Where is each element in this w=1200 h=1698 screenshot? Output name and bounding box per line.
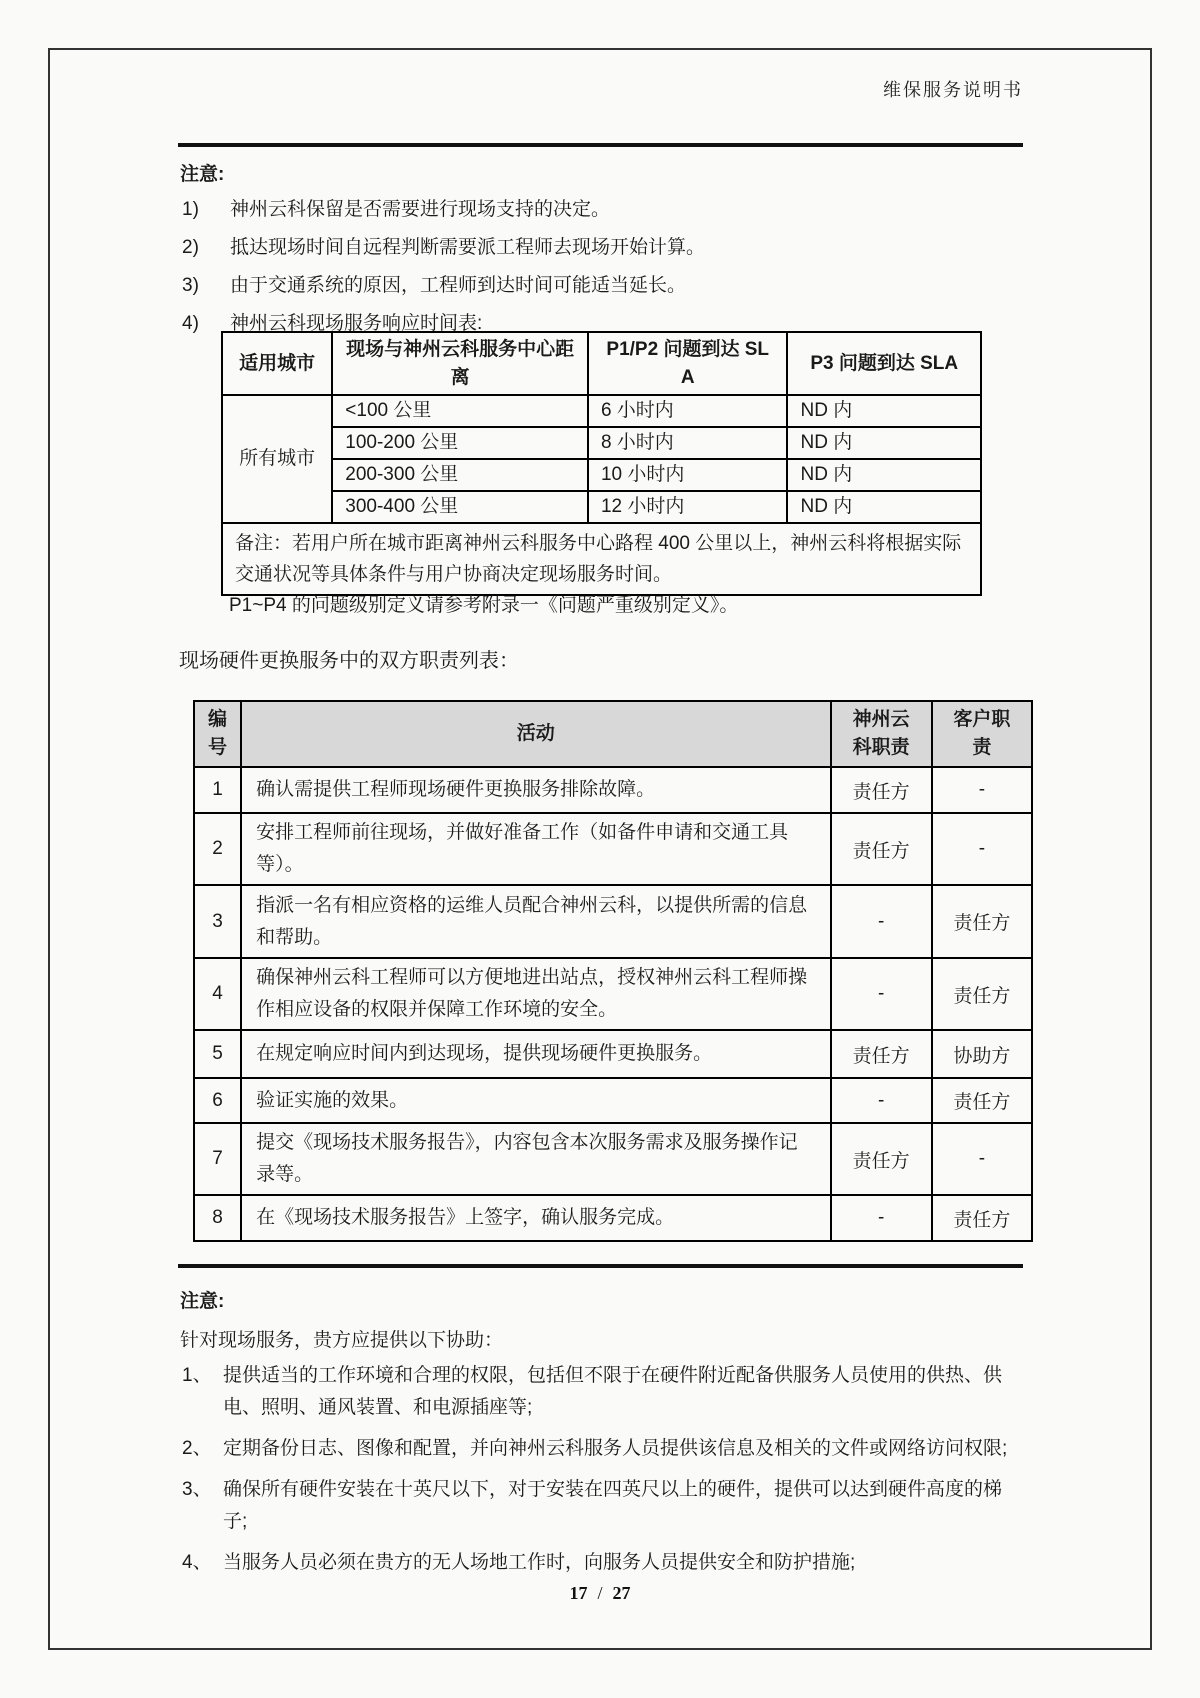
dcc-role-cell: - <box>831 885 932 958</box>
list-item-number: 3) <box>182 275 199 296</box>
activity-cell: 提交《现场技术服务报告》，内容包含本次服务需求及服务操作记录等。 <box>241 1123 830 1195</box>
responsibility-table <box>193 700 1033 1242</box>
sla-cell: ND 内 <box>787 491 981 523</box>
row-number-cell: 6 <box>194 1078 241 1123</box>
dcc-role-cell: 责任方 <box>831 767 932 813</box>
list-item <box>182 1433 1025 1465</box>
column-header: 活动 <box>241 701 830 767</box>
activity-cell: 确认需提供工程师现场硬件更换服务排除故障。 <box>241 767 830 813</box>
list-item <box>182 1360 1025 1424</box>
dcc-role-cell: 责任方 <box>831 813 932 885</box>
row-number-cell: 7 <box>194 1123 241 1195</box>
list-item <box>182 229 1012 267</box>
column-header: 客户职责 <box>932 701 1032 767</box>
priority-levels-note: P1~P4 的问题级别定义请参考附录一《问题严重级别定义》。 <box>229 595 739 616</box>
list-item-number: 4、 <box>182 1552 212 1573</box>
notice-top-title: 注意: <box>180 164 225 185</box>
list-item-text: 神州云科保留是否需要进行现场支持的决定。 <box>230 199 611 220</box>
column-header: 现场与神州云科服务中心距离 <box>332 332 588 395</box>
row-number-cell: 1 <box>194 767 241 813</box>
list-item-number: 1) <box>182 199 199 220</box>
table-remark-row <box>222 523 981 595</box>
city-group-cell: 所有城市 <box>222 395 332 523</box>
list-item-text: 当服务人员必须在贵方的无人场地工作时，向服务人员提供安全和防护措施; <box>223 1552 856 1573</box>
notice-bottom-intro: 针对现场服务，贵方应提供以下协助： <box>180 1330 504 1351</box>
page-number-footer <box>0 1583 1200 1604</box>
row-number-cell: 8 <box>194 1195 241 1241</box>
remark-cell: 备注：若用户所在城市距离神州云科服务中心路程 400 公里以上，神州云科将根据实际交通状况等具体条件与用户协商决定现场服务时间。 <box>222 523 981 595</box>
sla-cell: 12 小时内 <box>588 491 788 523</box>
column-header: P1/P2 问题到达 SLA <box>588 332 788 395</box>
list-item-number: 2) <box>182 237 199 258</box>
total-page-count: 27 <box>612 1583 631 1603</box>
activity-cell: 指派一名有相应资格的运维人员配合神州云科，以提供所需的信息和帮助。 <box>241 885 830 958</box>
list-item-number: 1、 <box>182 1365 212 1386</box>
activity-cell: 验证实施的效果。 <box>241 1078 830 1123</box>
footer-rule <box>178 1264 1023 1268</box>
notice-bottom-title: 注意: <box>180 1291 225 1312</box>
activity-cell: 在规定响应时间内到达现场，提供现场硬件更换服务。 <box>241 1030 830 1078</box>
table-row <box>194 1123 1032 1195</box>
activity-cell: 安排工程师前往现场，并做好准备工作（如备件申请和交通工具等）。 <box>241 813 830 885</box>
list-item-text: 由于交通系统的原因，工程师到达时间可能适当延长。 <box>230 275 687 296</box>
activity-cell: 在《现场技术服务报告》上签字，确认服务完成。 <box>241 1195 830 1241</box>
table-row <box>194 1078 1032 1123</box>
sla-cell: 8 小时内 <box>588 427 788 459</box>
customer-role-cell: 协助方 <box>932 1030 1032 1078</box>
table-row <box>194 958 1032 1030</box>
column-header: 编号 <box>194 701 241 767</box>
customer-role-cell: 责任方 <box>932 1195 1032 1241</box>
table-row <box>194 885 1032 958</box>
distance-cell: 200-300 公里 <box>332 459 588 491</box>
customer-role-cell: 责任方 <box>932 885 1032 958</box>
responsibility-section-title: 现场硬件更换服务中的双方职责列表： <box>179 650 519 672</box>
dcc-role-cell: 责任方 <box>831 1030 932 1078</box>
list-item <box>182 1474 1025 1538</box>
column-header: 适用城市 <box>222 332 332 395</box>
distance-cell: 100-200 公里 <box>332 427 588 459</box>
sla-cell: 6 小时内 <box>588 395 788 427</box>
row-number-cell: 2 <box>194 813 241 885</box>
dcc-role-cell: - <box>831 1078 932 1123</box>
page-number-separator: / <box>597 1583 603 1603</box>
customer-role-cell: 责任方 <box>932 1078 1032 1123</box>
response-time-table <box>221 331 982 596</box>
customer-role-cell: - <box>932 1123 1032 1195</box>
notice-top-list <box>182 191 1012 343</box>
dcc-role-cell: 责任方 <box>831 1123 932 1195</box>
list-item-number: 2、 <box>182 1438 212 1459</box>
row-number-cell: 4 <box>194 958 241 1030</box>
list-item <box>182 1547 1025 1579</box>
customer-role-cell: - <box>932 767 1032 813</box>
column-header: 神州云科职责 <box>831 701 932 767</box>
sla-cell: 10 小时内 <box>588 459 788 491</box>
customer-role-cell: - <box>932 813 1032 885</box>
dcc-role-cell: - <box>831 1195 932 1241</box>
list-item-text: 抵达现场时间自远程判断需要派工程师去现场开始计算。 <box>230 237 706 258</box>
table-row <box>194 813 1032 885</box>
list-item <box>182 191 1012 229</box>
table-row <box>222 459 981 491</box>
distance-cell: <100 公里 <box>332 395 588 427</box>
notice-bottom-list <box>182 1360 1025 1588</box>
list-item-text: 神州云科现场服务响应时间表: <box>230 313 483 334</box>
list-item-text: 定期备份日志、图像和配置，并向神州云科服务人员提供该信息及相关的文件或网络访问权限; <box>223 1438 1008 1459</box>
customer-role-cell: 责任方 <box>932 958 1032 1030</box>
row-number-cell: 3 <box>194 885 241 958</box>
table-row <box>194 767 1032 813</box>
activity-cell: 确保神州云科工程师可以方便地进出站点，授权神州云科工程师操作相应设备的权限并保障工作环境的安全。 <box>241 958 830 1030</box>
list-item-text: 确保所有硬件安装在十英尺以下，对于安装在四英尺以上的硬件，提供可以达到硬件高度的梯子; <box>223 1479 1003 1532</box>
list-item-number: 4) <box>182 313 199 334</box>
table-header-row <box>222 332 981 395</box>
sla-cell: ND 内 <box>787 459 981 491</box>
document-title-header: 维保服务说明书 <box>883 80 1023 100</box>
current-page-number: 17 <box>569 1583 588 1603</box>
dcc-role-cell: - <box>831 958 932 1030</box>
sla-cell: ND 内 <box>787 427 981 459</box>
sla-cell: ND 内 <box>787 395 981 427</box>
table-row <box>194 1195 1032 1241</box>
table-row <box>194 1030 1032 1078</box>
list-item <box>182 267 1012 305</box>
table-row <box>222 491 981 523</box>
table-row <box>222 395 981 427</box>
table-row <box>222 427 981 459</box>
header-rule <box>178 143 1023 147</box>
list-item-text: 提供适当的工作环境和合理的权限，包括但不限于在硬件附近配备供服务人员使用的供热、供电、照明、通风装置、和电源插座等; <box>223 1365 1003 1418</box>
distance-cell: 300-400 公里 <box>332 491 588 523</box>
list-item-number: 3、 <box>182 1479 212 1500</box>
row-number-cell: 5 <box>194 1030 241 1078</box>
column-header: P3 问题到达 SLA <box>787 332 981 395</box>
table-header-row <box>194 701 1032 767</box>
